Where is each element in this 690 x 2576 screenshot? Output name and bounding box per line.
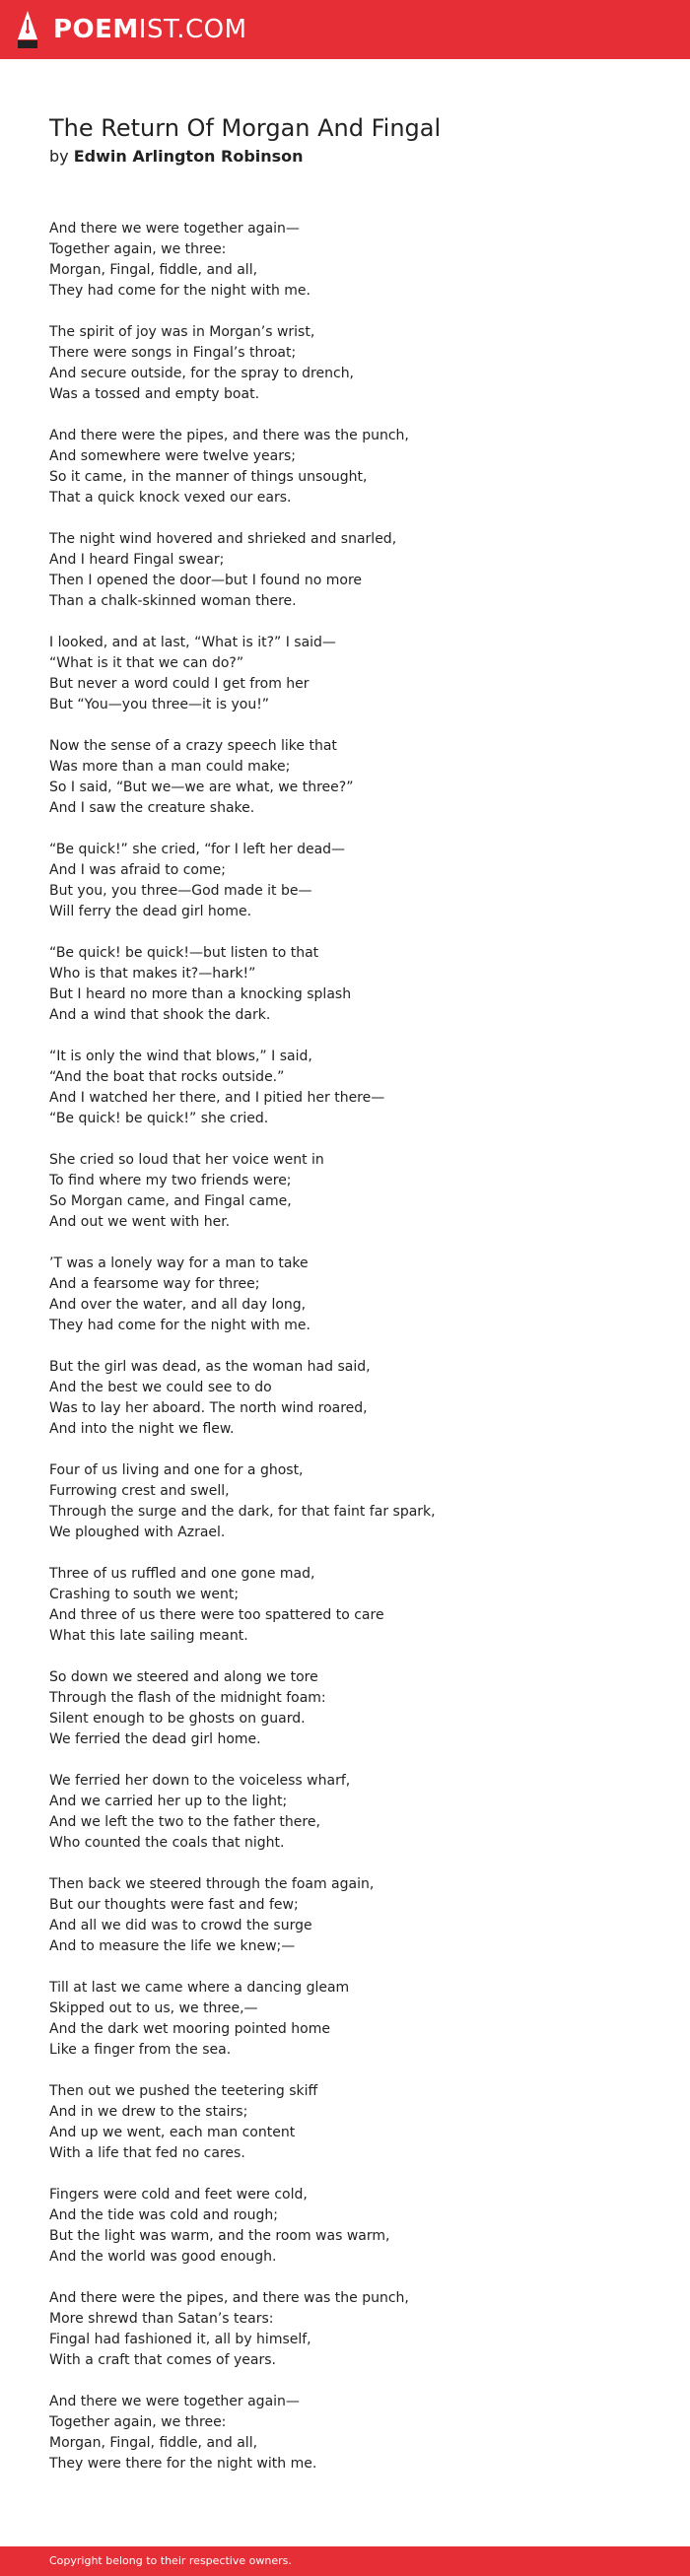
poem-line: And there were the pipes, and there was the punch, bbox=[49, 2290, 409, 2306]
poem-line: They had come for the night with me. bbox=[49, 1318, 310, 1333]
poem-line: And somewhere were twelve years; bbox=[49, 448, 296, 464]
poem-line: But you, you three—God made it be— bbox=[49, 883, 312, 899]
poem-stanza bbox=[49, 1771, 641, 1854]
poem-line: Morgan, Fingal, fiddle, and all, bbox=[49, 2435, 258, 2451]
poem-stanza bbox=[49, 1254, 641, 1336]
poem-line: We ferried her down to the voiceless wharf, bbox=[49, 1773, 351, 1789]
poem-line: And there we were together again— bbox=[49, 221, 300, 237]
poem-line: But never a word could I get from her bbox=[49, 676, 310, 692]
poem-line: Three of us ruffled and one gone mad, bbox=[49, 1566, 315, 1582]
poem-line: Together again, we three: bbox=[49, 2414, 227, 2430]
poem-line: Was a tossed and empty boat. bbox=[49, 386, 260, 402]
poem-line: With a craft that comes of years. bbox=[49, 2352, 276, 2368]
poem-stanza bbox=[49, 840, 641, 922]
poem-stanza bbox=[49, 1978, 641, 2061]
poem-body bbox=[49, 219, 641, 2474]
poem-line: And secure outside, for the spray to drench, bbox=[49, 366, 355, 381]
poem-stanza bbox=[49, 736, 641, 819]
poem-line: Fingers were cold and feet were cold, bbox=[49, 2187, 308, 2203]
poem-line: Then out we pushed the teetering skiff bbox=[49, 2083, 318, 2099]
poem-line: We ferried the dead girl home. bbox=[49, 1731, 261, 1747]
poem-line: So down we steered and along we tore bbox=[49, 1669, 318, 1685]
poem-line: And out we went with her. bbox=[49, 1214, 231, 1230]
poem-line: Till at last we came where a dancing gleam bbox=[49, 1980, 350, 1996]
poem-line: Like a finger from the sea. bbox=[49, 2042, 232, 2058]
poem-line: ’T was a lonely way for a man to take bbox=[49, 1255, 309, 1271]
poem-line: They were there for the night with me. bbox=[49, 2456, 317, 2472]
poem-line: “It is only the wind that blows,” I said, bbox=[49, 1049, 312, 1064]
poem-line: And there were the pipes, and there was the punch, bbox=[49, 428, 409, 443]
poem-stanza bbox=[49, 633, 641, 715]
poem-line: And a fearsome way for three; bbox=[49, 1276, 260, 1292]
poem-line: Crashing to south we went; bbox=[49, 1587, 240, 1602]
poem-stanza bbox=[49, 322, 641, 405]
poem-line: “And the boat that rocks outside.” bbox=[49, 1069, 285, 1085]
poem-line: And we left the two to the father there, bbox=[49, 1814, 320, 1830]
poem-line: Skipped out to us, we three,— bbox=[49, 2000, 258, 2016]
poem-title: The Return Of Morgan And Fingal bbox=[49, 114, 442, 142]
poem-stanza bbox=[49, 529, 641, 612]
poem-line: And I was afraid to come; bbox=[49, 862, 226, 878]
poem-line: Than a chalk-skinned woman there. bbox=[49, 593, 297, 609]
logo-text-rest: IST.COM bbox=[138, 15, 247, 44]
poem-line: I looked, and at last, “What is it?” I said— bbox=[49, 635, 336, 650]
poem-stanza bbox=[49, 1357, 641, 1440]
poem-line: So I said, “But we—we are what, we three?” bbox=[49, 780, 354, 795]
poem-line: And three of us there were too spattered to care bbox=[49, 1607, 384, 1623]
poem-line: With a life that fed no cares. bbox=[49, 2145, 245, 2161]
poem-line: And there we were together again— bbox=[49, 2394, 300, 2409]
poem-author: Edwin Arlington Robinson bbox=[73, 147, 304, 166]
poem-stanza bbox=[49, 219, 641, 302]
poem-line: But I heard no more than a knocking splash bbox=[49, 986, 352, 1002]
poem-line: So it came, in the manner of things unsought, bbox=[49, 469, 368, 485]
poem-line: And the dark wet mooring pointed home bbox=[49, 2021, 330, 2037]
poem-line: Fingal had fashioned it, all by himself, bbox=[49, 2332, 311, 2347]
poem-stanza bbox=[49, 2392, 641, 2474]
poem-line: But our thoughts were fast and few; bbox=[49, 1897, 299, 1913]
poem-line: She cried so loud that her voice went in bbox=[49, 1152, 324, 1168]
poem-line: Was to lay her aboard. The north wind roared, bbox=[49, 1400, 368, 1416]
poem-byline bbox=[49, 146, 641, 168]
poem-line: But the light was warm, and the room was warm, bbox=[49, 2228, 390, 2244]
poem-line: The night wind hovered and shrieked and snarled, bbox=[49, 531, 397, 547]
poem-line: And into the night we flew. bbox=[49, 1421, 235, 1437]
poem-line: Then I opened the door—but I found no more bbox=[49, 573, 363, 588]
poem-line: What this late sailing meant. bbox=[49, 1628, 248, 1644]
poem-line: Together again, we three: bbox=[49, 241, 227, 257]
poem-line: We ploughed with Azrael. bbox=[49, 1525, 226, 1540]
poem-stanza bbox=[49, 2081, 641, 2164]
poem-line: “Be quick! be quick!—but listen to that bbox=[49, 945, 319, 961]
by-label: by bbox=[49, 147, 69, 166]
poem-stanza bbox=[49, 943, 641, 1026]
poem-line: Then back we steered through the foam again, bbox=[49, 1876, 375, 1892]
poem-line: And I saw the creature shake. bbox=[49, 800, 255, 816]
poem-line: Now the sense of a crazy speech like that bbox=[49, 738, 337, 754]
poem-stanza bbox=[49, 1460, 641, 1543]
site-logo-link[interactable] bbox=[16, 10, 247, 49]
poem-line: Who is that makes it?—hark!” bbox=[49, 966, 256, 982]
poem-line: And to measure the life we knew;— bbox=[49, 1938, 296, 1954]
poem-line: There were songs in Fingal’s throat; bbox=[49, 345, 297, 361]
poem-stanza bbox=[49, 2185, 641, 2268]
poem-line: They had come for the night with me. bbox=[49, 283, 310, 299]
poem-stanza bbox=[49, 2288, 641, 2371]
poem-line: And we carried her up to the light; bbox=[49, 1794, 288, 1809]
poem-line: And I watched her there, and I pitied her there— bbox=[49, 1090, 385, 1106]
poem-line: So Morgan came, and Fingal came, bbox=[49, 1193, 292, 1209]
poem-line: And over the water, and all day long, bbox=[49, 1297, 307, 1313]
site-footer bbox=[0, 2546, 690, 2576]
poem-line: Morgan, Fingal, fiddle, and all, bbox=[49, 262, 258, 278]
poem-stanza bbox=[49, 1874, 641, 1957]
poem-line: Through the flash of the midnight foam: bbox=[49, 1690, 326, 1706]
poem-line: Will ferry the dead girl home. bbox=[49, 904, 252, 919]
poem-stanza bbox=[49, 1150, 641, 1233]
poem-line: And the best we could see to do bbox=[49, 1380, 272, 1395]
poem-line: “Be quick! be quick!” she cried. bbox=[49, 1111, 269, 1126]
poem-line: To find where my two friends were; bbox=[49, 1173, 292, 1188]
poem-line: Who counted the coals that night. bbox=[49, 1835, 285, 1851]
poem-line: That a quick knock vexed our ears. bbox=[49, 490, 292, 506]
poem-line: More shrewd than Satan’s tears: bbox=[49, 2311, 274, 2327]
poem-line: Furrowing crest and swell, bbox=[49, 1483, 230, 1499]
poem-line: And the tide was cold and rough; bbox=[49, 2207, 278, 2223]
poem-stanza bbox=[49, 1564, 641, 1647]
poem-line: “Be quick!” she cried, “for I left her dead— bbox=[49, 842, 346, 857]
poem-stanza bbox=[49, 1667, 641, 1750]
pen-nib-icon bbox=[16, 10, 39, 49]
poem-line: And the world was good enough. bbox=[49, 2249, 277, 2265]
poem-line: But “You—you three—it is you!” bbox=[49, 697, 270, 712]
poem-line: Through the surge and the dark, for that faint far spark, bbox=[49, 1504, 436, 1520]
poem-line: Was more than a man could make; bbox=[49, 759, 291, 775]
poem-line: And up we went, each man content bbox=[49, 2125, 296, 2140]
poem-line: Silent enough to be ghosts on guard. bbox=[49, 1711, 306, 1727]
poem-line: And I heard Fingal swear; bbox=[49, 552, 225, 568]
copyright-notice: Copyright belong to their respective owners. bbox=[49, 2554, 292, 2567]
poem-content bbox=[49, 112, 641, 2495]
poem-line: But the girl was dead, as the woman had said, bbox=[49, 1359, 371, 1375]
poem-line: And all we did was to crowd the surge bbox=[49, 1918, 312, 1933]
poem-line: And a wind that shook the dark. bbox=[49, 1007, 271, 1023]
poem-line: The spirit of joy was in Morgan’s wrist, bbox=[49, 324, 315, 340]
site-logo-text bbox=[53, 10, 247, 49]
logo-text-bold: POEM bbox=[53, 15, 139, 44]
poem-stanza bbox=[49, 1047, 641, 1129]
poem-stanza bbox=[49, 426, 641, 508]
site-header bbox=[0, 0, 690, 59]
poem-line: Four of us living and one for a ghost, bbox=[49, 1462, 304, 1478]
poem-line: “What is it that we can do?” bbox=[49, 655, 244, 671]
poem-line: And in we drew to the stairs; bbox=[49, 2104, 248, 2120]
